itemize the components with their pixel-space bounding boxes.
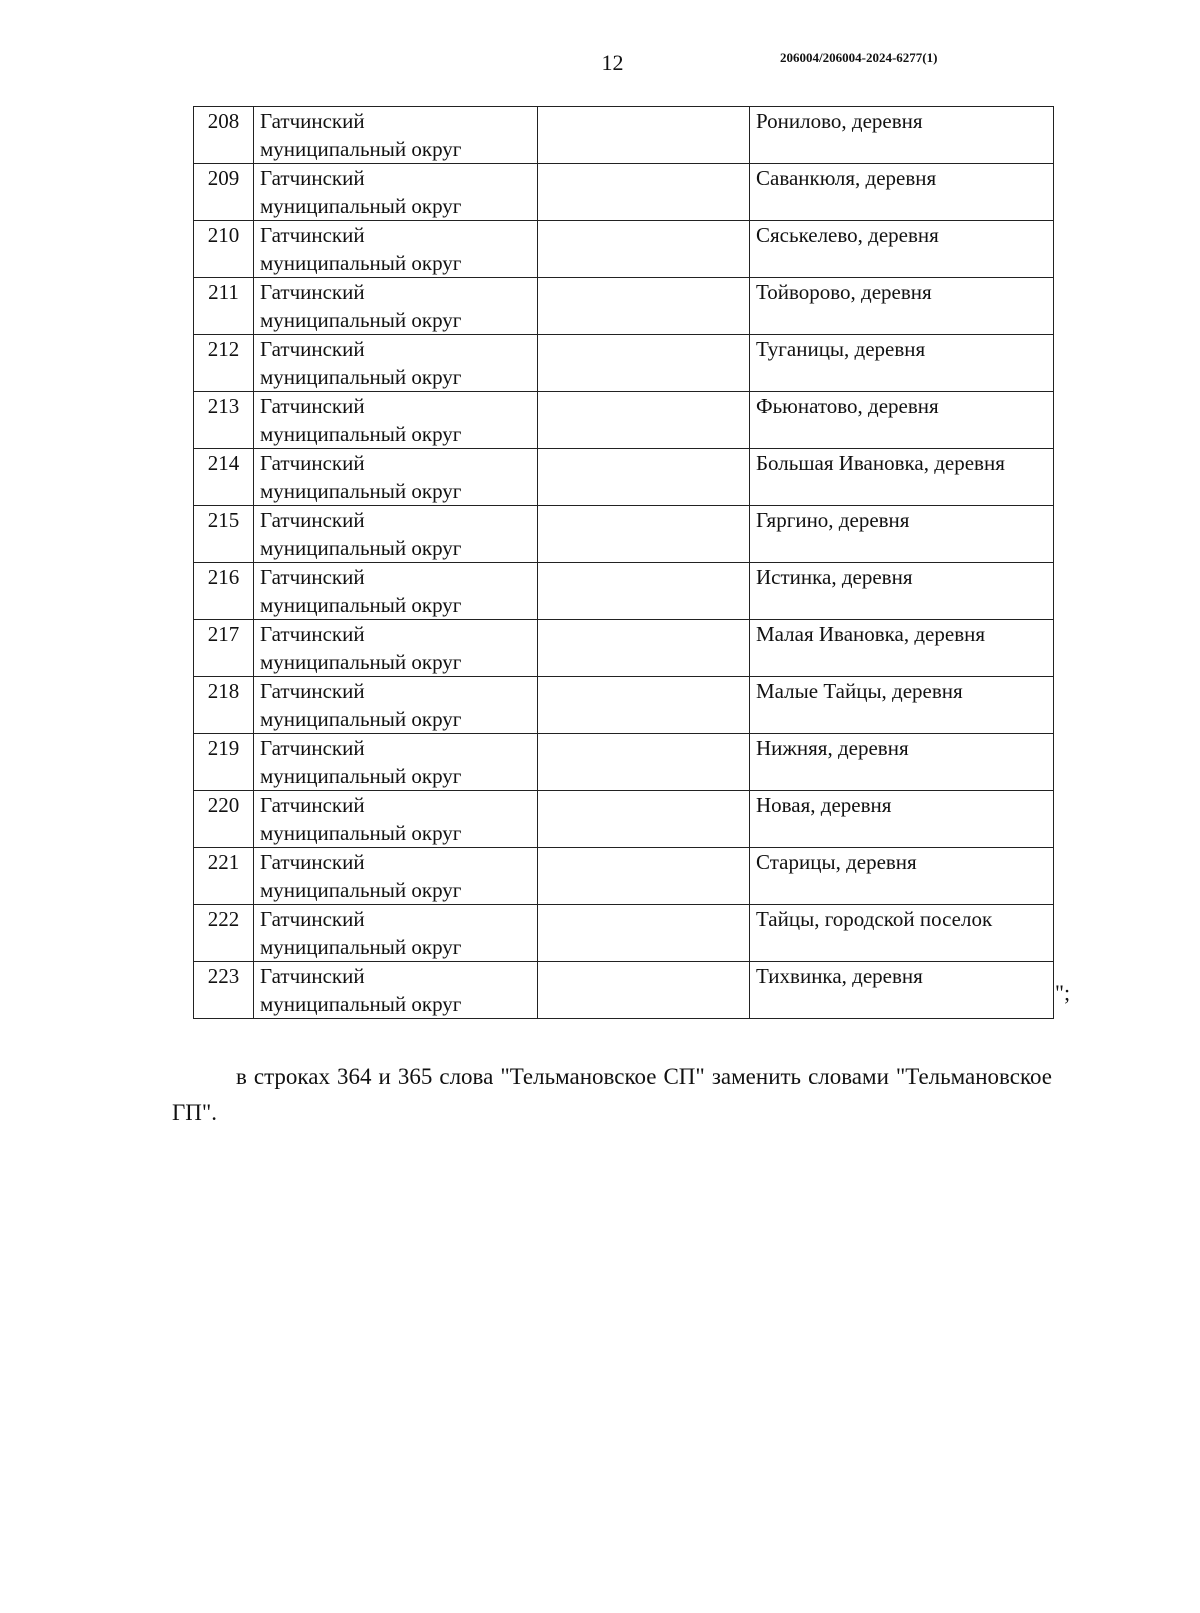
- row-number-cell: 214: [194, 449, 254, 506]
- settlement-cell: Тойворово, деревня: [750, 278, 1054, 335]
- table-row: [194, 221, 1054, 278]
- page-number: 12: [601, 50, 624, 75]
- row-number-cell: 223: [194, 962, 254, 1019]
- district-type-line: муниципальный округ: [260, 593, 462, 617]
- row-number-cell: 213: [194, 392, 254, 449]
- row-number-cell: 219: [194, 734, 254, 791]
- empty-cell: [538, 335, 750, 392]
- settlement-cell: Нижняя, деревня: [750, 734, 1054, 791]
- table-row: [194, 791, 1054, 848]
- row-number-cell: 218: [194, 677, 254, 734]
- settlement-cell: Гяргино, деревня: [750, 506, 1054, 563]
- row-number-cell: 217: [194, 620, 254, 677]
- district-name-line: Гатчинский: [260, 736, 365, 760]
- district-name-line: Гатчинский: [260, 280, 365, 304]
- row-number-cell: 209: [194, 164, 254, 221]
- district-name-line: Гатчинский: [260, 964, 365, 988]
- district-name-line: Гатчинский: [260, 850, 365, 874]
- district-cell: [254, 734, 538, 791]
- district-cell: [254, 392, 538, 449]
- settlement-cell: Новая, деревня: [750, 791, 1054, 848]
- settlement-cell: Ронилово, деревня: [750, 107, 1054, 164]
- table-row: [194, 563, 1054, 620]
- district-name-line: Гатчинский: [260, 508, 365, 532]
- empty-cell: [538, 221, 750, 278]
- row-number-cell: 208: [194, 107, 254, 164]
- table-row: [194, 905, 1054, 962]
- row-number-cell: 215: [194, 506, 254, 563]
- district-cell: [254, 962, 538, 1019]
- district-type-line: муниципальный округ: [260, 935, 462, 959]
- district-name-line: Гатчинский: [260, 622, 365, 646]
- district-name-line: Гатчинский: [260, 109, 365, 133]
- empty-cell: [538, 107, 750, 164]
- district-cell: [254, 107, 538, 164]
- settlement-cell: Фьюнатово, деревня: [750, 392, 1054, 449]
- district-cell: [254, 221, 538, 278]
- district-cell: [254, 905, 538, 962]
- table-row: [194, 734, 1054, 791]
- district-cell: [254, 335, 538, 392]
- district-name-line: Гатчинский: [260, 223, 365, 247]
- settlements-table: [193, 106, 1054, 1019]
- row-number-cell: 221: [194, 848, 254, 905]
- district-type-line: муниципальный округ: [260, 707, 462, 731]
- table-row: [194, 164, 1054, 221]
- empty-cell: [538, 734, 750, 791]
- table-row: [194, 278, 1054, 335]
- district-name-line: Гатчинский: [260, 679, 365, 703]
- district-name-line: Гатчинский: [260, 565, 365, 589]
- settlement-cell: Туганицы, деревня: [750, 335, 1054, 392]
- settlement-cell: Старицы, деревня: [750, 848, 1054, 905]
- district-cell: [254, 620, 538, 677]
- table-row: [194, 848, 1054, 905]
- district-cell: [254, 677, 538, 734]
- empty-cell: [538, 962, 750, 1019]
- district-type-line: муниципальный округ: [260, 821, 462, 845]
- table-row: [194, 506, 1054, 563]
- district-name-line: Гатчинский: [260, 451, 365, 475]
- district-cell: [254, 506, 538, 563]
- district-name-line: Гатчинский: [260, 394, 365, 418]
- district-type-line: муниципальный округ: [260, 479, 462, 503]
- district-type-line: муниципальный округ: [260, 194, 462, 218]
- row-number-cell: 211: [194, 278, 254, 335]
- empty-cell: [538, 392, 750, 449]
- amendment-paragraph: [172, 1059, 1052, 1131]
- settlements-table-body: [194, 107, 1054, 1019]
- empty-cell: [538, 620, 750, 677]
- settlement-cell: Тайцы, городской поселок: [750, 905, 1054, 962]
- amendment-text: в строках 364 и 365 слова "Тельмановское СП" заменить словами "Тельмановское ГП".: [172, 1064, 1052, 1125]
- document-id: 206004/206004-2024-6277(1): [780, 50, 938, 65]
- empty-cell: [538, 563, 750, 620]
- table-row: [194, 677, 1054, 734]
- settlement-cell: Малые Тайцы, деревня: [750, 677, 1054, 734]
- settlement-cell: Истинка, деревня: [750, 563, 1054, 620]
- district-type-line: муниципальный округ: [260, 536, 462, 560]
- row-number-cell: 220: [194, 791, 254, 848]
- district-cell: [254, 164, 538, 221]
- district-type-line: муниципальный округ: [260, 650, 462, 674]
- settlement-cell: Большая Ивановка, деревня: [750, 449, 1054, 506]
- district-cell: [254, 848, 538, 905]
- table-row: [194, 107, 1054, 164]
- district-type-line: муниципальный округ: [260, 992, 462, 1016]
- district-name-line: Гатчинский: [260, 337, 365, 361]
- district-type-line: муниципальный округ: [260, 251, 462, 275]
- empty-cell: [538, 905, 750, 962]
- district-name-line: Гатчинский: [260, 907, 365, 931]
- table-row: [194, 620, 1054, 677]
- row-number-cell: 216: [194, 563, 254, 620]
- district-cell: [254, 791, 538, 848]
- table-row: [194, 449, 1054, 506]
- district-type-line: муниципальный округ: [260, 308, 462, 332]
- district-cell: [254, 278, 538, 335]
- empty-cell: [538, 791, 750, 848]
- row-number-cell: 212: [194, 335, 254, 392]
- district-name-line: Гатчинский: [260, 793, 365, 817]
- settlement-cell: Саванкюля, деревня: [750, 164, 1054, 221]
- table-row: [194, 335, 1054, 392]
- empty-cell: [538, 677, 750, 734]
- table-row: [194, 962, 1054, 1019]
- district-type-line: муниципальный округ: [260, 764, 462, 788]
- row-number-cell: 222: [194, 905, 254, 962]
- district-type-line: муниципальный округ: [260, 422, 462, 446]
- empty-cell: [538, 449, 750, 506]
- district-name-line: Гатчинский: [260, 166, 365, 190]
- empty-cell: [538, 164, 750, 221]
- table-row: [194, 392, 1054, 449]
- empty-cell: [538, 848, 750, 905]
- settlement-cell: Тихвинка, деревня: [750, 962, 1054, 1019]
- district-type-line: муниципальный округ: [260, 878, 462, 902]
- row-number-cell: 210: [194, 221, 254, 278]
- empty-cell: [538, 506, 750, 563]
- settlement-cell: Сяськелево, деревня: [750, 221, 1054, 278]
- settlement-cell: Малая Ивановка, деревня: [750, 620, 1054, 677]
- district-type-line: муниципальный округ: [260, 365, 462, 389]
- closing-quote-mark: ";: [1055, 980, 1071, 1005]
- empty-cell: [538, 278, 750, 335]
- district-cell: [254, 449, 538, 506]
- district-cell: [254, 563, 538, 620]
- district-type-line: муниципальный округ: [260, 137, 462, 161]
